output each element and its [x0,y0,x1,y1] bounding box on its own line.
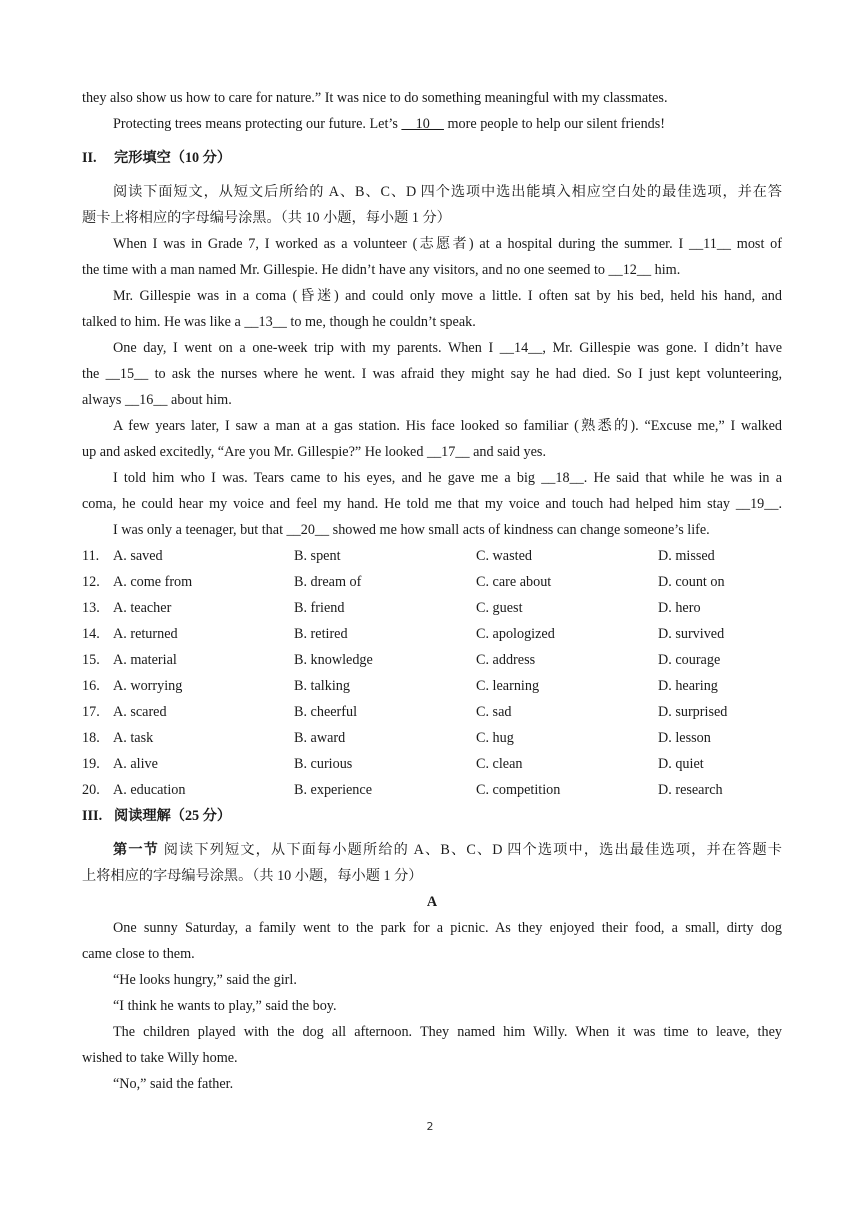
passage-label: A [426,894,438,910]
answer-blank: 10 [401,116,444,132]
passage-line: “I think he wants to play,” said the boy. [113,998,337,1014]
option-row: 19. A. alive B. curious C. clean D. quiet [82,756,704,772]
instruction-line: 阅读下面短文，从短文后所给的 A、B、C、D 四个选项中选出能填入相应空白处的最佳选项，并在答 [113,184,782,200]
option-row: 15. A. material B. knowledge C. address D. courage [82,652,721,668]
instruction-line: 题卡上将相应的字母编号涂黑。（共 10 小题，每小题 1 分） [82,210,451,226]
passage-line: “No,” said the father. [113,1076,234,1092]
page-number: 2 [426,1120,434,1133]
passage-line: The children played with the dog all afternoon. They named him Willy. When it was time to leave, they [113,1024,782,1040]
passage-line: When I was in Grade 7, I worked as a volunteer (志愿者) at a hospital during the summer. I __11__ most of [113,236,782,252]
passage-line: always __16__ about him. [82,392,232,408]
passage-line: One sunny Saturday, a family went to the park for a picnic. As they enjoyed their food, a small, dirty dog [113,920,782,936]
text-line: Protecting trees means protecting our future. Let’s 10 more people to help our silent friends! [113,116,665,132]
options-list [82,543,782,803]
passage-line: up and asked excitedly, “Are you Mr. Gillespie?” He looked __17__ and said yes. [82,444,546,460]
passage-line: wished to take Willy home. [82,1050,238,1066]
option-row: 17. A. scared B. cheerful C. sad D. surprised [82,704,728,720]
document-page [82,85,782,1097]
passage-line: came close to them. [82,946,195,962]
instruction-line: 上将相应的字母编号涂黑。（共 10 小题，每小题 1 分） [82,868,423,884]
option-row: 14. A. returned B. retired C. apologized D. survived [82,626,725,642]
passage-line: the time with a man named Mr. Gillespie. He didn’t have any visitors, and no one seemed to __12__ him. [82,262,681,278]
option-row: 20. A. education B. experience C. competition D. research [82,782,723,798]
passage-line: “He looks hungry,” said the girl. [113,972,297,988]
passage-line: the __15__ to ask the nurses where he went. I was afraid they might say he had died. So I just kept volunteering, [82,366,782,382]
text-line: they also show us how to care for nature.” It was nice to do something meaningful with my classmates. [82,90,668,106]
section-heading: II. 完形填空（10 分） [82,150,232,166]
section-heading: III. 阅读理解（25 分） [82,808,232,824]
passage-line: coma, he could hear my voice and feel my hand. He told me that my voice and touch had helped him stay __19__. [82,496,782,512]
passage-line: I was only a teenager, but that __20__ showed me how small acts of kindness can change someone’s life. [113,522,710,538]
passage-line: talked to him. He was like a __13__ to me, though he couldn’t speak. [82,314,476,330]
option-row: 12. A. come from B. dream of C. care about D. count on [82,574,725,590]
passage-line: Mr. Gillespie was in a coma (昏迷) and could only move a little. I often sat by his bed, held his hand, and [113,288,782,304]
passage-line: A few years later, I saw a man at a gas station. His face looked so familiar (熟悉的). “Excuse me,” I walked [113,418,782,434]
option-row: 18. A. task B. award C. hug D. lesson [82,730,711,746]
option-row: 13. A. teacher B. friend C. guest D. hero [82,600,701,616]
instruction-line: 第一节 阅读下列短文，从下面每小题所给的 A、B、C、D 四个选项中，选出最佳选项，并在答题卡 [113,842,782,858]
option-row: 16. A. worrying B. talking C. learning D. hearing [82,678,718,694]
passage-line: I told him who I was. Tears came to his eyes, and he gave me a big __18__. He said that while he was in a [113,470,782,486]
option-row: 11. A. saved B. spent C. wasted D. missed [82,548,715,564]
passage-line: One day, I went on a one-week trip with my parents. When I __14__, Mr. Gillespie was gone. I didn’t have [113,340,782,356]
